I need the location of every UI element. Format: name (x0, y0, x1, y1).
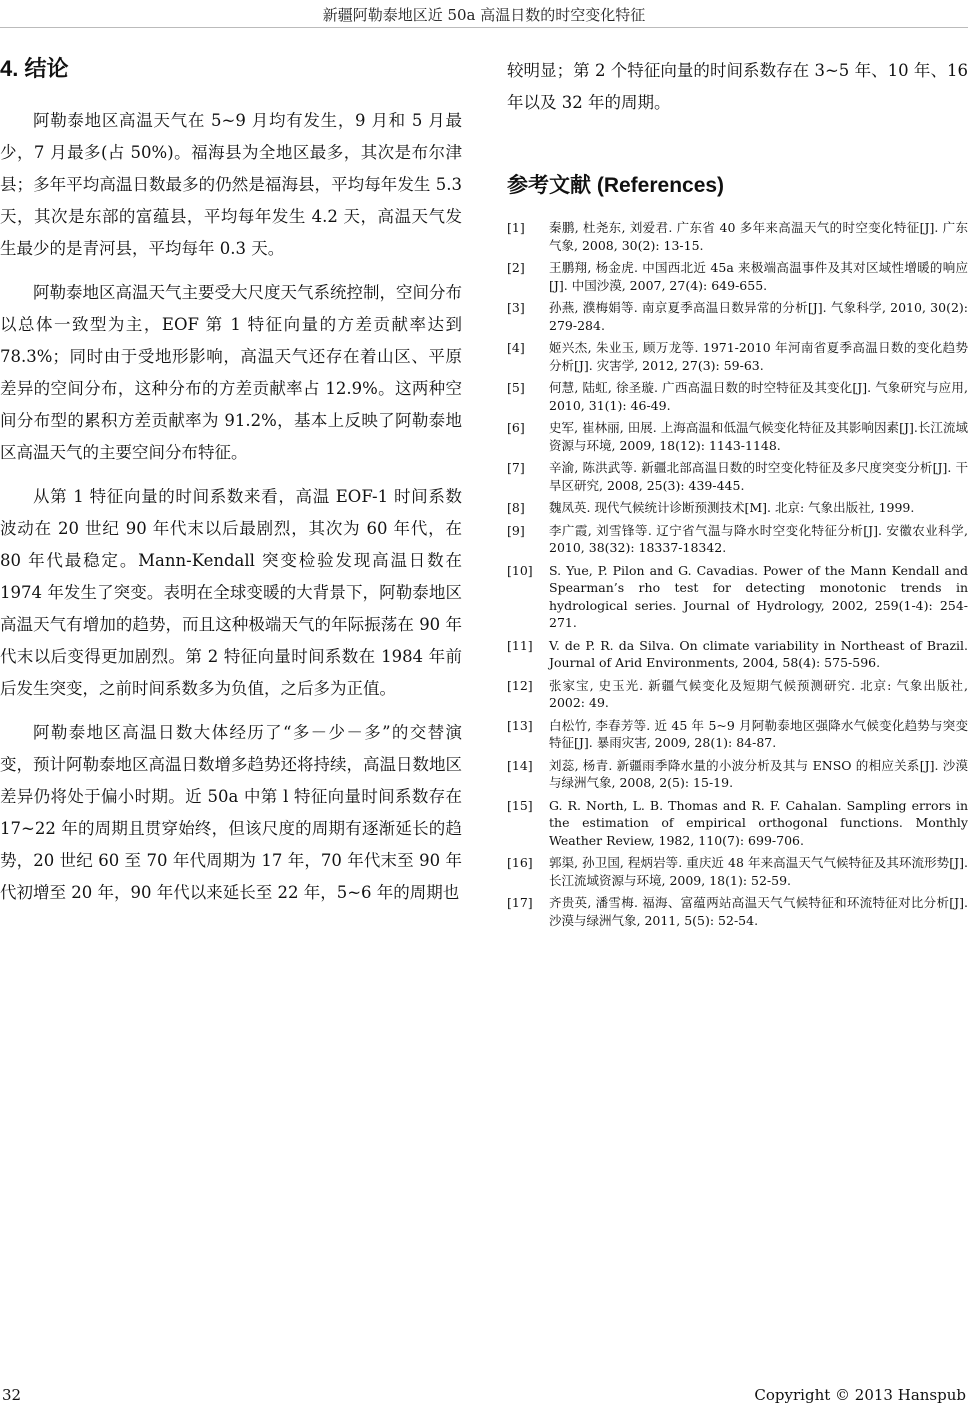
reference-item (507, 339, 968, 374)
reference-text: 魏凤英. 现代气候统计诊断预测技术[M]. 北京: 气象出版社, 1999. (549, 500, 915, 515)
reference-text: 何慧, 陆虹, 徐圣璇. 广西高温日数的时空特征及其变化[J]. 气象研究与应用, 2010, 31(1): 46-49. (549, 380, 968, 413)
reference-number: [14] (507, 757, 533, 773)
reference-number: [12] (507, 677, 533, 693)
reference-number: [16] (507, 855, 533, 870)
reference-item (507, 854, 968, 889)
reference-text: S. Yue, P. Pilon and G. Cavadias. Power of the Mann Kendall and Spearman’s rho test for detecting monotonic trends in hydrological series. Journal of Hydrology, 2002, 259(1-4): 254-271. (549, 562, 968, 630)
reference-number: [1] (507, 220, 525, 235)
reference-item (507, 379, 968, 414)
reference-number: [13] (507, 717, 533, 733)
reference-text: 白松竹, 李春芳等. 近 45 年 5~9 月阿勒泰地区强降水气候变化趋势与突变特征[J]. 暴雨灾害, 2009, 28(1): 84-87. (549, 717, 968, 750)
reference-item (507, 717, 968, 752)
section-title: 4. 结论 (0, 56, 69, 81)
reference-item (507, 757, 968, 792)
reference-item (507, 499, 968, 517)
reference-item (507, 637, 968, 672)
reference-item (507, 522, 968, 557)
reference-number: [15] (507, 797, 533, 813)
reference-text: 郭渠, 孙卫国, 程炳岩等. 重庆近 48 年来高温天气气候特征及其环流形势[J]. 长江流域资源与环境, 2009, 18(1): 52-59. (549, 855, 968, 888)
right-column (507, 55, 968, 934)
reference-text: 张家宝, 史玉光. 新疆气候变化及短期气候预测研究. 北京: 气象出版社, 2002: 49. (549, 677, 968, 710)
running-header: 新疆阿勒泰地区近 50a 高温日数的时空变化特征 (322, 6, 646, 24)
reference-item (507, 562, 968, 632)
reference-text: 刘蕊, 杨青. 新疆雨季降水量的小波分析及其与 ENSO 的相应关系[J]. 沙漠与绿洲气象, 2008, 2(5): 15-19. (549, 757, 968, 790)
reference-text: 齐贵英, 潘雪梅. 福海、富蕴两站高温天气气候特征和环流特征对比分析[J]. 沙漠与绿洲气象, 2011, 5(5): 52-54. (549, 895, 968, 928)
reference-number: [4] (507, 340, 525, 355)
reference-item (507, 219, 968, 254)
reference-text: G. R. North, L. B. Thomas and R. F. Cahalan. Sampling errors in the estimation of empirical orthogonal functions. Monthly Weather Review, 1982, 110(7): 699-706. (549, 797, 968, 848)
reference-number: [5] (507, 380, 525, 395)
reference-text: 孙燕, 濮梅娟等. 南京夏季高温日数异常的分析[J]. 气象科学, 2010, 30(2): 279-284. (549, 300, 968, 333)
paragraph: 阿勒泰地区高温日数大体经历了“多－少－多”的交替演变，预计阿勒泰地区高温日数增多趋势还将持续，高温日数地区差异仍将处于偏小时期。近 50a 中第 l 特征向量时间系数存在 17~22 年的周期且贯穿始终，但该尺度的周期有逐渐延长的趋势，20 世纪 60 至 70 年代周期为 17 年，70 年代末至 90 年代初增至 20 年，90 年代以来延长至 22 年，5~6 年的周期也 (0, 723, 462, 902)
reference-number: [8] (507, 500, 525, 515)
copyright-notice: Copyright © 2013 Hanspub (754, 1386, 966, 1404)
reference-number: [17] (507, 895, 533, 910)
reference-number: [3] (507, 300, 525, 315)
reference-number: [10] (507, 562, 533, 578)
paragraph: 阿勒泰地区高温天气在 5~9 月均有发生，9 月和 5 月最少，7 月最多(占 50%)。福海县为全地区最多，其次是布尔津县；多年平均高温日数最多的仍然是福海县，平均每年发生 5.3 天，其次是东部的富蕴县，平均每年发生 4.2 天，高温天气发生最少的是青河县，平均每年 0.3 天。 (0, 111, 462, 258)
reference-item (507, 299, 968, 334)
reference-item (507, 459, 968, 494)
reference-text: 辛渝, 陈洪武等. 新疆北部高温日数的时空变化特征及多尺度突变分析[J]. 干旱区研究, 2008, 25(3): 439-445. (549, 460, 968, 493)
reference-text: V. de P. R. da Silva. On climate variability in Northeast of Brazil. Journal of Arid Environments, 2004, 58(4): 575-596. (549, 637, 968, 670)
reference-number: [2] (507, 260, 525, 275)
paragraph-continuation: 较明显；第 2 个特征向量的时间系数存在 3~5 年、10 年、16 年以及 32 年的周期。 (507, 61, 968, 112)
references-title: 参考文献 (References) (507, 174, 725, 197)
left-column (0, 55, 462, 921)
reference-text: 姬兴杰, 朱业玉, 顾万龙等. 1971-2010 年河南省夏季高温日数的变化趋势分析[J]. 灾害学, 2012, 27(3): 59-63. (549, 340, 968, 373)
page-number: 32 (2, 1386, 22, 1404)
reference-item (507, 797, 968, 850)
reference-text: 王鹏翔, 杨金虎. 中国西北近 45a 来极端高温事件及其对区域性增暖的响应[J]. 中国沙漠, 2007, 27(4): 649-655. (549, 260, 968, 293)
reference-item (507, 419, 968, 454)
reference-item (507, 259, 968, 294)
reference-text: 史军, 崔林丽, 田展. 上海高温和低温气候变化特征及其影响因素[J].长江流域资源与环境, 2009, 18(12): 1143-1148. (549, 420, 968, 453)
paragraph: 从第 1 特征向量的时间系数来看，高温 EOF-1 时间系数波动在 20 世纪 90 年代末以后最剧烈，其次为 60 年代，在 80 年代最稳定。Mann-Kendall 突变检验发现高温日数在 1974 年发生了突变。表明在全球变暖的大背景下，阿勒泰地区高温天气有增加的趋势，而且这种极端天气的年际振荡在 90 年代末以后变得更加剧烈。第 2 特征向量时间系数在 1984 年前后发生突变，之前时间系数多为负值，之后多为正值。 (0, 487, 462, 698)
reference-number: [7] (507, 460, 525, 475)
reference-list (507, 219, 968, 929)
reference-number: [9] (507, 522, 525, 538)
reference-item (507, 677, 968, 712)
reference-item (507, 894, 968, 929)
reference-text: 李广霞, 刘雪锋等. 辽宁省气温与降水时空变化特征分析[J]. 安徽农业科学, 2010, 38(32): 18337-18342. (549, 522, 968, 555)
header-rule (0, 27, 968, 28)
reference-text: 秦鹏, 杜尧东, 刘爱君. 广东省 40 多年来高温天气的时空变化特征[J]. 广东气象, 2008, 30(2): 13-15. (549, 220, 968, 253)
paragraph: 阿勒泰地区高温天气主要受大尺度天气系统控制，空间分布以总体一致型为主，EOF 第 1 特征向量的方差贡献率达到 78.3%；同时由于受地形影响，高温天气还存在着山区、平原差异的空间分布，这种分布的方差贡献率占 12.9%。这两种空间分布型的累积方差贡献率为 91.2%，基本上反映了阿勒泰地区高温天气的主要空间分布特征。 (0, 283, 462, 462)
reference-number: [6] (507, 420, 525, 435)
reference-number: [11] (507, 637, 533, 653)
